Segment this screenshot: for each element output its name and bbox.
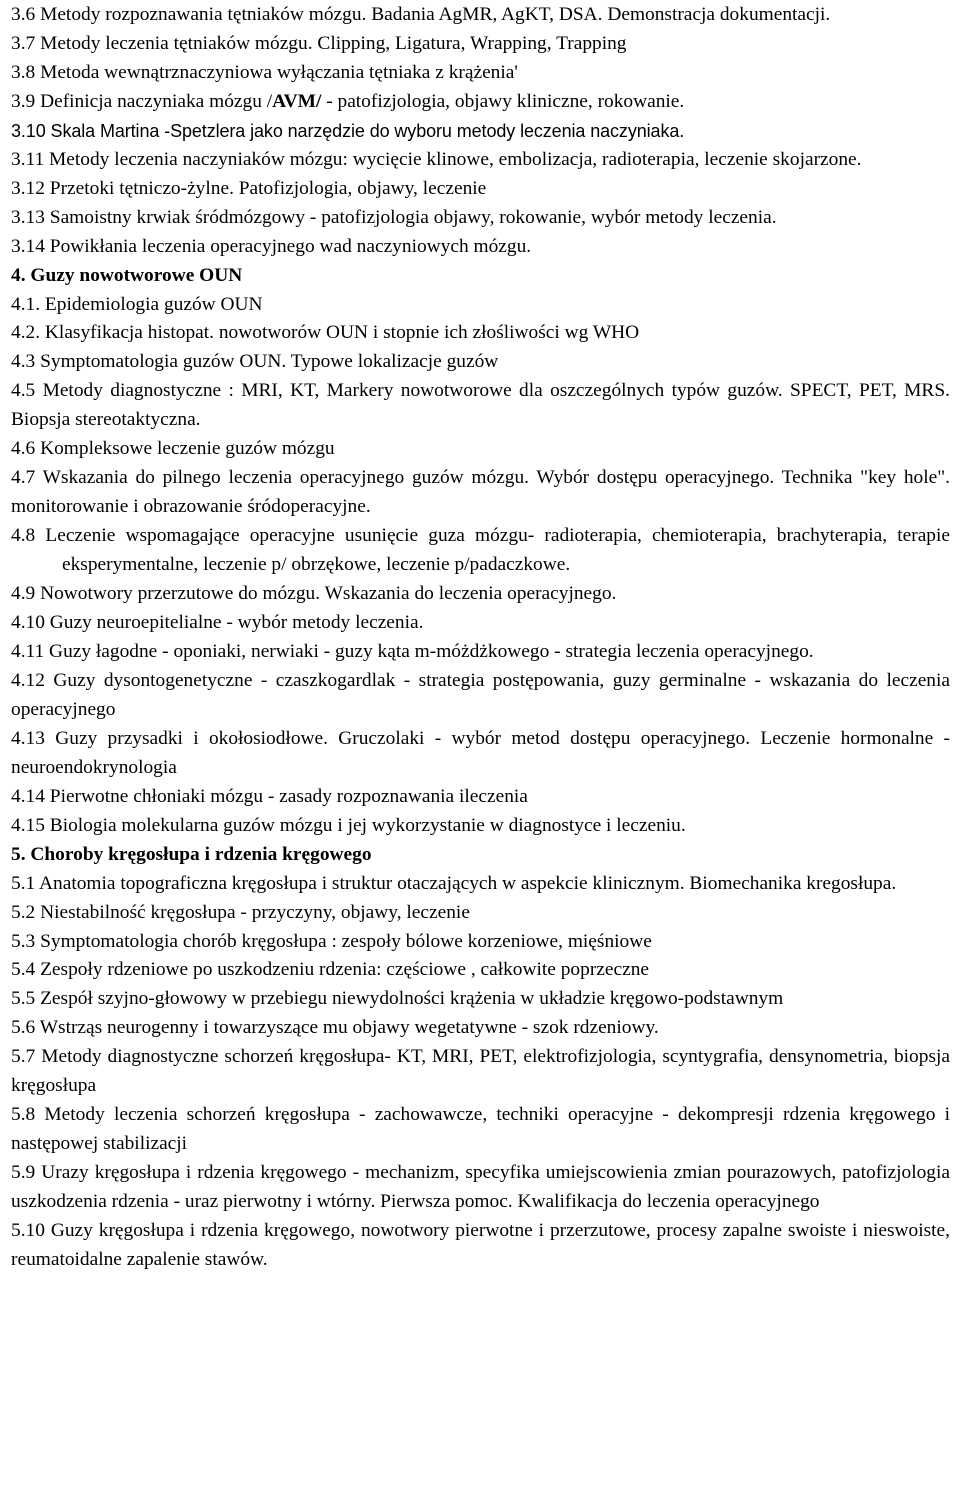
item-5-2: 5.2 Niestabilność kręgosłupa - przyczyny, objawy, leczenie (11, 901, 470, 923)
item-5-4: 5.4 Zespoły rdzeniowe po uszkodzeniu rdzenia: częściowe , całkowite poprzeczne (11, 959, 650, 981)
item-4-12: 4.12 Guzy dysontogenetyczne - czaszkogardlak - strategia postępowania, guzy germinalne - wskazania do leczenia operacyjnego (11, 669, 950, 720)
item-4-10: 4.10 Guzy neuroepitelialne - wybór metody leczenia. (11, 612, 424, 634)
item-4-6: 4.6 Kompleksowe leczenie guzów mózgu (11, 438, 335, 460)
item-3-9-avm: AVM/ (272, 90, 322, 112)
item-5-9: 5.9 Urazy kręgosłupa i rdzenia kręgowego - mechanizm, specyfika umiejscowienia zmian pourazowych, patofizjologia uszkodzenia rdzenia - uraz pierwotny i wtórny. Pierwsza pomoc. Kwalifikacja do leczenia operacyjnego (11, 1162, 950, 1213)
item-3-9-suffix: - patofizjologia, objawy kliniczne, rokowanie. (321, 90, 685, 112)
item-3-8: 3.8 Metoda wewnątrznaczyniowa wyłączania tętniaka z krążenia' (11, 61, 518, 83)
item-3-10: 3.10 Skala Martina -Spetzlera jako narzędzie do wyboru metody leczenia naczyniaka. (11, 120, 685, 141)
item-4-8: 4.8 Leczenie wspomagające operacyjne usunięcie guza mózgu- radioterapia, chemioterapia, brachyterapia, terapie eksperymentalne, leczenie p/ obrzękowe, leczenie p/padaczkowe. (11, 525, 950, 576)
item-3-9-prefix: 3.9 Definicja naczyniaka mózgu / (11, 90, 273, 112)
item-3-9 (11, 88, 950, 117)
item-5-5: 5.5 Zespół szyjno-głowowy w przebiegu niewydolności krążenia w układzie kręgowo-podstawnym (11, 988, 784, 1010)
item-4-1: 4.1. Epidemiologia guzów OUN (11, 293, 263, 315)
section-heading-5: 5. Choroby kręgosłupa i rdzenia kręgowego (11, 843, 372, 865)
item-3-12: 3.12 Przetoki tętniczo-żylne. Patofizjologia, objawy, leczenie (11, 177, 487, 199)
item-4-11: 4.11 Guzy łagodne - oponiaki, nerwiaki - guzy kąta m-móżdżkowego - strategia leczenia operacyjnego. (11, 640, 814, 662)
item-5-1: 5.1 Anatomia topograficzna kręgosłupa i struktur otaczających w aspekcie klinicznym. Biomechanika kregosłupa. (11, 872, 897, 894)
item-4-9: 4.9 Nowotwory przerzutowe do mózgu. Wskazania do leczenia operacyjnego. (11, 583, 617, 605)
item-3-14: 3.14 Powikłania leczenia operacyjnego wad naczyniowych mózgu. (11, 235, 532, 257)
item-5-6: 5.6 Wstrząs neurogenny i towarzyszące mu objawy wegetatywne - szok rdzeniowy. (11, 1017, 659, 1039)
item-4-14: 4.14 Pierwotne chłoniaki mózgu - zasady rozpoznawania ileczenia (11, 785, 528, 807)
item-4-13: 4.13 Guzy przysadki i okołosiodłowe. Gruczolaki - wybór metod dostępu operacyjnego. Leczenie hormonalne - neuroendokrynologia (11, 727, 950, 778)
document-page (11, 1, 950, 1275)
item-5-3: 5.3 Symptomatologia chorób kręgosłupa : zespoły bólowe korzeniowe, mięśniowe (11, 930, 652, 952)
section-heading-4: 4. Guzy nowotworowe OUN (11, 264, 243, 286)
item-4-3: 4.3 Symptomatologia guzów OUN. Typowe lokalizacje guzów (11, 351, 499, 373)
item-3-7: 3.7 Metody leczenia tętniaków mózgu. Clipping, Ligatura, Wrapping, Trapping (11, 32, 627, 54)
item-4-15: 4.15 Biologia molekularna guzów mózgu i jej wykorzystanie w diagnostyce i leczeniu. (11, 814, 686, 836)
item-5-7: 5.7 Metody diagnostyczne schorzeń kręgosłupa- KT, MRI, PET, elektrofizjologia, scyntygrafia, densynometria, biopsja kręgosłupa (11, 1046, 950, 1097)
item-4-7: 4.7 Wskazania do pilnego leczenia operacyjnego guzów mózgu. Wybór dostępu operacyjnego. Technika "key hole". monitorowanie i obrazowanie śródoperacyjne. (11, 467, 950, 518)
item-4-5: 4.5 Metody diagnostyczne : MRI, KT, Markery nowotworowe dla oszczególnych typów guzów. SPECT, PET, MRS. Biopsja stereotaktyczna. (11, 380, 950, 431)
item-3-13: 3.13 Samoistny krwiak śródmózgowy - patofizjologia objawy, rokowanie, wybór metody leczenia. (11, 206, 777, 228)
item-5-10: 5.10 Guzy kręgosłupa i rdzenia kręgowego, nowotwory pierwotne i przerzutowe, procesy zapalne swoiste i nieswoiste, reumatoidalne zapalenie stawów. (11, 1220, 950, 1270)
item-3-11: 3.11 Metody leczenia naczyniaków mózgu: wycięcie klinowe, embolizacja, radioterapia, leczenie skojarzone. (11, 148, 862, 170)
item-3-6: 3.6 Metody rozpoznawania tętniaków mózgu. Badania AgMR, AgKT, DSA. Demonstracja dokumentacji. (11, 4, 831, 25)
item-4-2: 4.2. Klasyfikacja histopat. nowotworów OUN i stopnie ich złośliwości wg WHO (11, 322, 640, 344)
item-5-8: 5.8 Metody leczenia schorzeń kręgosłupa - zachowawcze, techniki operacyjne - dekompresji rdzenia kręgowego i następowej stabilizacji (11, 1104, 950, 1155)
